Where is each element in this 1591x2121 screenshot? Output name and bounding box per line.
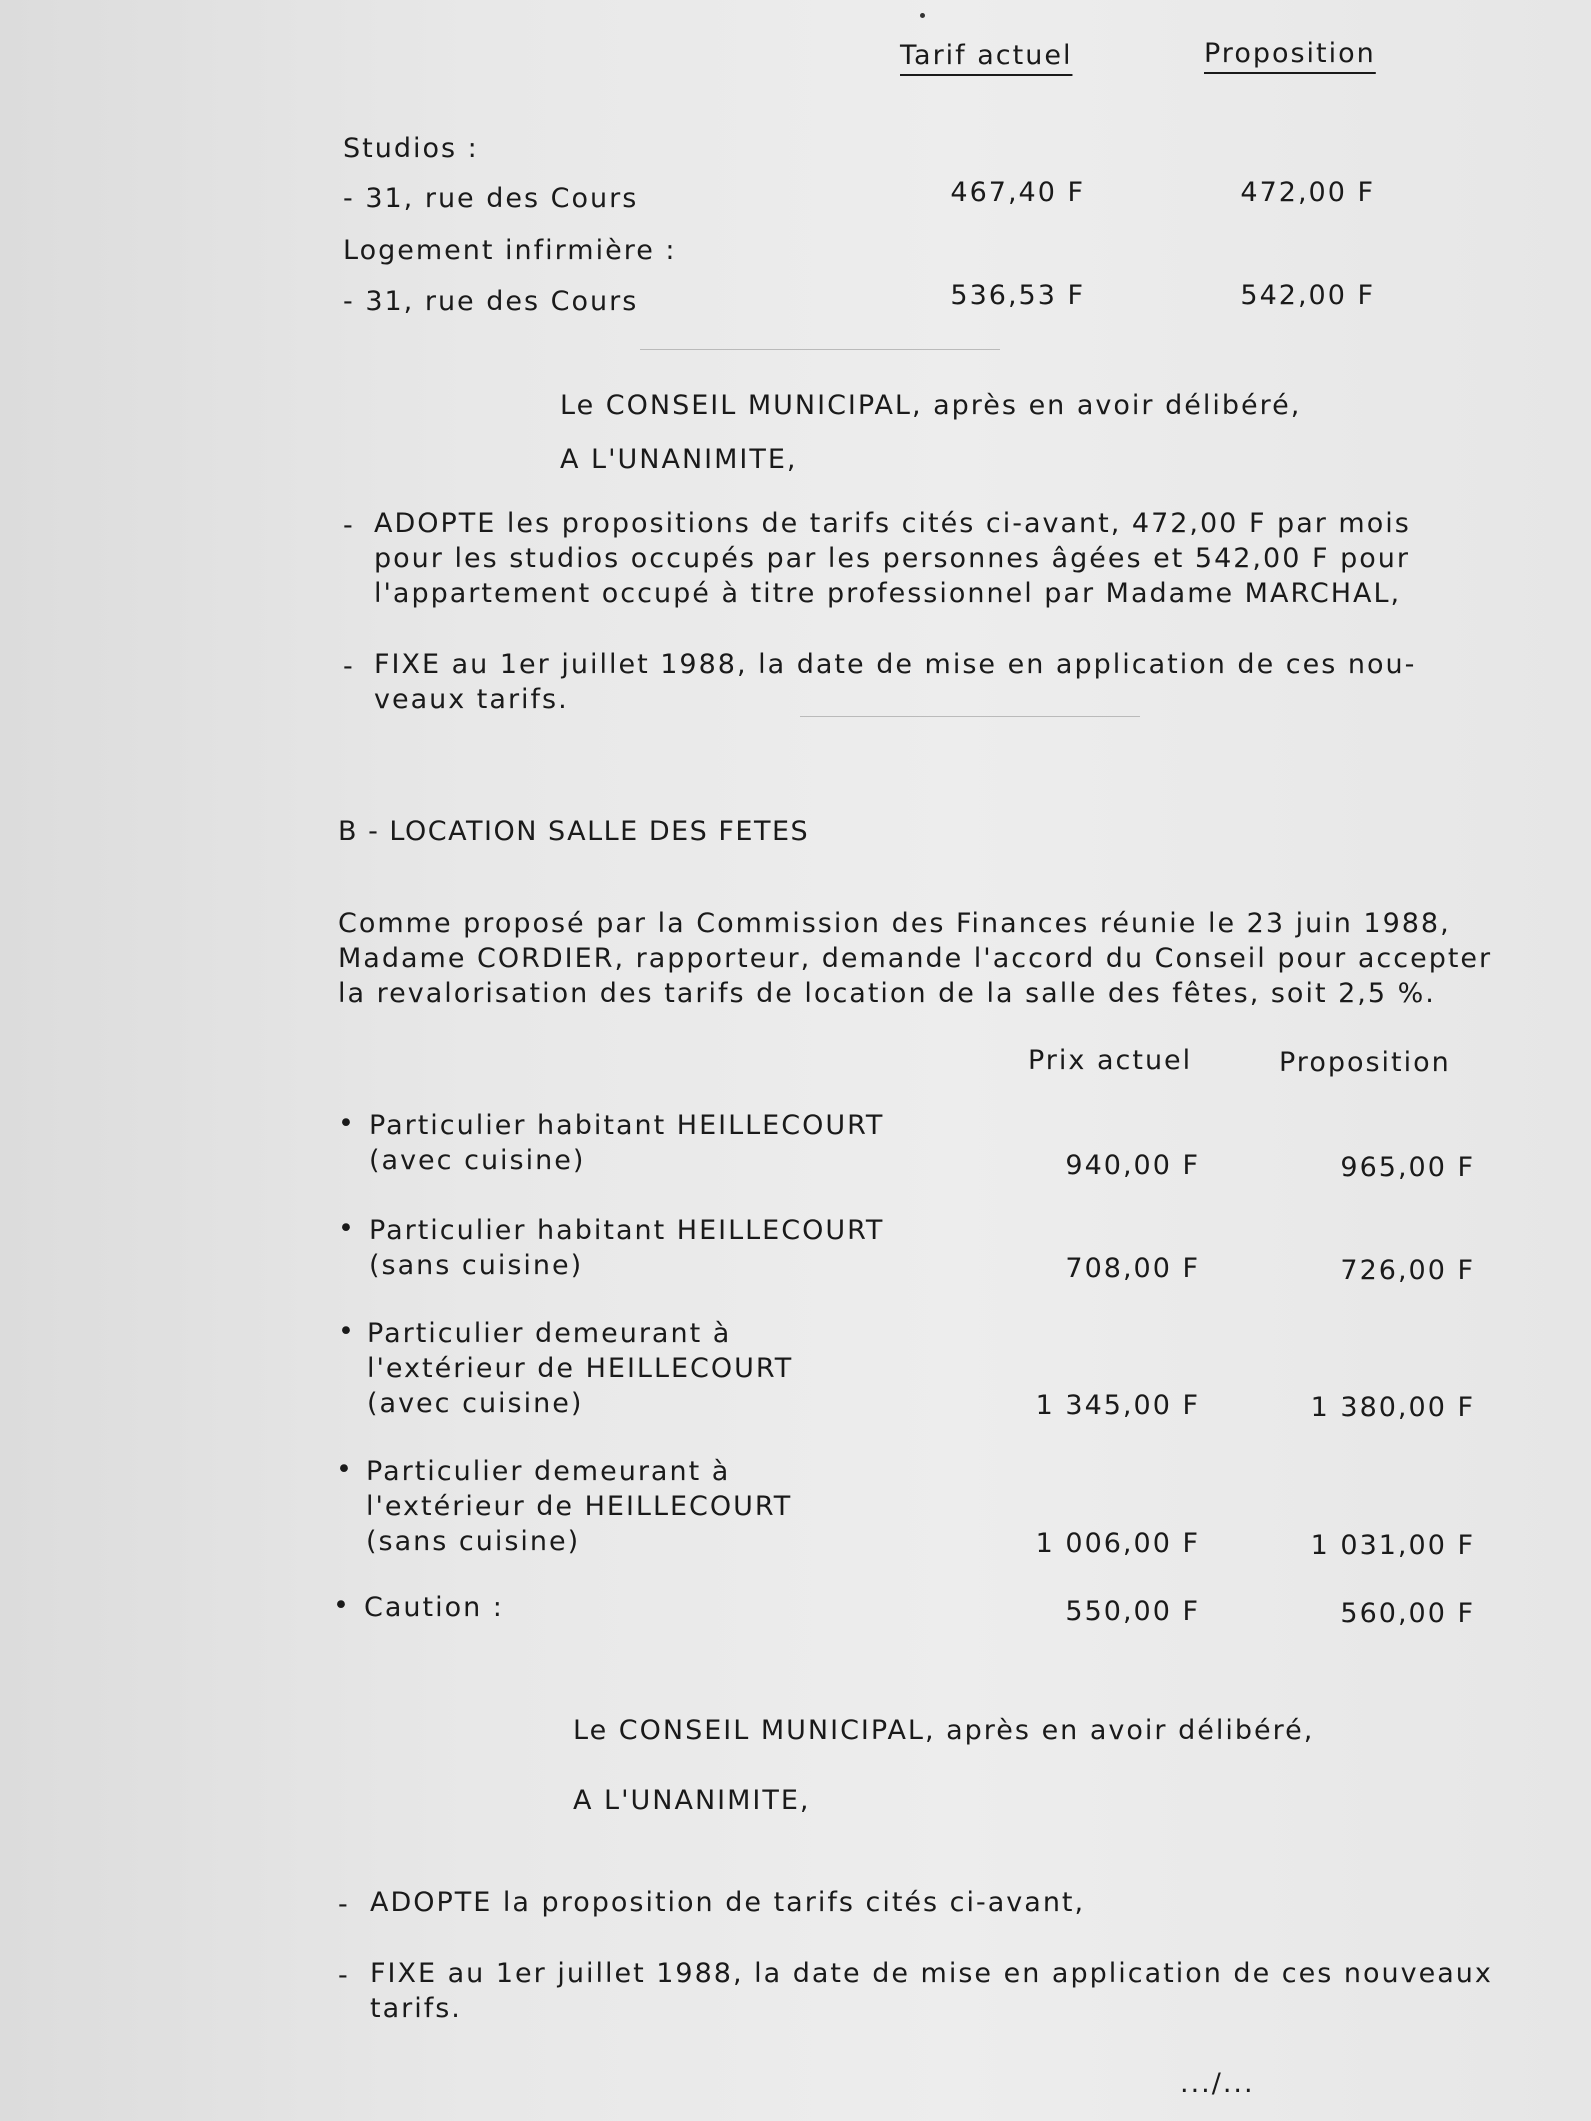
faint-rule	[800, 716, 1140, 717]
row-label-address-2: - 31, rue des Cours	[343, 286, 639, 317]
item-line: Caution :	[364, 1592, 504, 1623]
item-3-label	[367, 1316, 793, 1421]
item-line: Particulier demeurant à	[367, 1318, 732, 1349]
section-b-title: B - LOCATION SALLE DES FETES	[338, 816, 810, 847]
intro-line: la revalorisation des tarifs de location de la salle des fêtes, soit 2,5 %.	[338, 978, 1436, 1009]
row-proposal-1: 472,00 F	[1240, 177, 1375, 208]
row-label-address-1: - 31, rue des Cours	[343, 183, 639, 214]
item-4-current: 1 006,00 F	[1035, 1528, 1200, 1559]
header-proposition-a: Proposition	[1204, 38, 1376, 69]
council-a-line2: A L'UNANIMITE,	[560, 444, 798, 475]
decision-b1	[370, 1885, 1085, 1920]
intro-line: Comme proposé par la Commission des Finances réunie le 23 juin 1988,	[338, 908, 1451, 939]
decision-a1-line: pour les studios occupés par les personnes âgées et 542,00 F pour	[374, 543, 1410, 574]
section-b-intro	[338, 906, 1492, 1011]
item-2-current: 708,00 F	[1065, 1253, 1200, 1284]
row-current-2: 536,53 F	[950, 280, 1085, 311]
item-3-current: 1 345,00 F	[1035, 1390, 1200, 1421]
header-prix-actuel: Prix actuel	[1028, 1045, 1193, 1076]
item-4-label	[366, 1454, 792, 1559]
item-line: Particulier habitant HEILLECOURT	[369, 1110, 885, 1141]
item-3-proposal: 1 380,00 F	[1310, 1392, 1475, 1423]
decision-b2	[370, 1956, 1493, 2026]
decision-a1	[374, 506, 1411, 611]
decision-b2-line: tarifs.	[370, 1993, 462, 2024]
decision-a2-line: FIXE au 1er juillet 1988, la date de mise en application de ces nou-	[374, 649, 1417, 680]
bullet-1: •	[338, 1108, 356, 1139]
bullet-5: •	[333, 1590, 351, 1621]
item-line: l'extérieur de HEILLECOURT	[366, 1491, 793, 1522]
header-tarif-actuel: Tarif actuel	[900, 40, 1073, 71]
decision-a2-line: veaux tarifs.	[374, 684, 569, 715]
item-line: (sans cuisine)	[366, 1526, 581, 1557]
row-proposal-2: 542,00 F	[1240, 280, 1375, 311]
bullet-2: •	[338, 1213, 356, 1244]
council-b-line1: Le CONSEIL MUNICIPAL, après en avoir délibéré,	[573, 1715, 1315, 1746]
decision-b2-line: FIXE au 1er juillet 1988, la date de mise en application de ces nouveaux	[370, 1958, 1493, 1989]
item-5-current: 550,00 F	[1065, 1596, 1200, 1627]
item-5-proposal: 560,00 F	[1340, 1598, 1475, 1629]
decision-b1-dash: -	[338, 1889, 350, 1920]
item-1-current: 940,00 F	[1065, 1150, 1200, 1181]
decision-a1-line: ADOPTE les propositions de tarifs cités ci-avant, 472,00 F par mois	[374, 508, 1411, 539]
decision-b2-dash: -	[338, 1960, 350, 1991]
item-2-proposal: 726,00 F	[1340, 1255, 1475, 1286]
council-a-line1: Le CONSEIL MUNICIPAL, après en avoir délibéré,	[560, 390, 1302, 421]
decision-a1-dash: -	[343, 510, 355, 541]
item-line: (avec cuisine)	[369, 1145, 586, 1176]
continuation-marker: .../...	[1180, 2068, 1255, 2099]
decision-b1-line: ADOPTE la proposition de tarifs cités ci-avant,	[370, 1887, 1086, 1918]
item-line: (sans cuisine)	[369, 1250, 584, 1281]
bullet-4: •	[336, 1454, 354, 1485]
header-proposition-b: Proposition	[1279, 1047, 1451, 1078]
decision-a2	[374, 647, 1416, 717]
intro-line: Madame CORDIER, rapporteur, demande l'accord du Conseil pour accepter	[338, 943, 1493, 974]
item-line: Particulier habitant HEILLECOURT	[369, 1215, 885, 1246]
bullet-3: •	[338, 1316, 356, 1347]
item-1-proposal: 965,00 F	[1340, 1152, 1475, 1183]
item-line: (avec cuisine)	[367, 1388, 584, 1419]
row-label-logement: Logement infirmière :	[343, 235, 677, 266]
decision-a1-line: l'appartement occupé à titre professionnel par Madame MARCHAL,	[374, 578, 1402, 609]
decision-a2-dash: -	[343, 651, 355, 682]
item-line: l'extérieur de HEILLECOURT	[367, 1353, 794, 1384]
stray-dot	[920, 13, 925, 18]
council-b-line2: A L'UNANIMITE,	[573, 1785, 811, 1816]
item-1-label	[369, 1108, 884, 1178]
item-4-proposal: 1 031,00 F	[1310, 1530, 1475, 1561]
faint-rule	[640, 349, 1000, 350]
item-2-label	[369, 1213, 884, 1283]
item-line: Particulier demeurant à	[366, 1456, 731, 1487]
row-current-1: 467,40 F	[950, 177, 1085, 208]
row-label-studios: Studios :	[343, 133, 479, 164]
item-5-label	[364, 1590, 504, 1625]
